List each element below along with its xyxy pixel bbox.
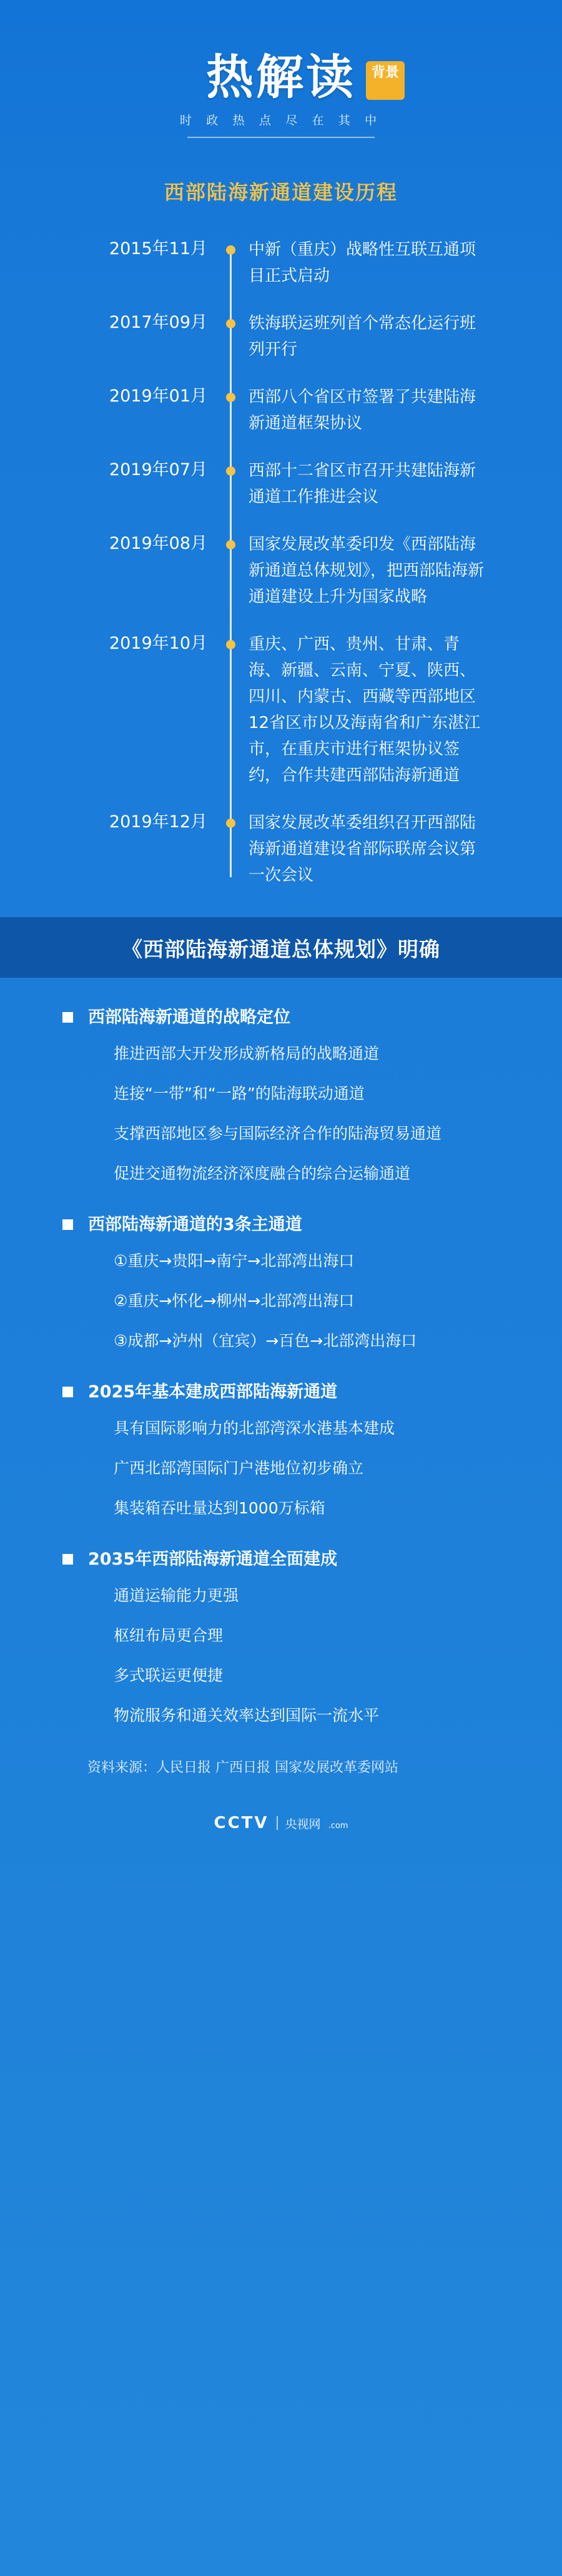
timeline-dot-icon xyxy=(226,540,235,549)
timeline-date: 2015年11月 xyxy=(109,239,207,258)
content-blocks xyxy=(62,1005,500,1728)
cctv-logo xyxy=(214,1814,348,1832)
list-item: 广西北部湾国际门户港地位初步确立 xyxy=(114,1459,364,1477)
list-item: 物流服务和通关效率达到国际一流水平 xyxy=(114,1706,380,1724)
list-item: 具有国际影响力的北部湾深水港基本建成 xyxy=(114,1419,395,1437)
list-item: ②重庆→怀化→柳州→北部湾出海口 xyxy=(114,1292,355,1310)
cctv-domain-suffix: .com xyxy=(328,1821,348,1831)
list-item: 推进西部大开发形成新格局的战略通道 xyxy=(114,1045,380,1063)
timeline-dot-icon xyxy=(226,319,235,328)
cctv-chinese-name: 央视网 xyxy=(285,1817,321,1831)
list-item: 集装箱吞吐量达到1000万标箱 xyxy=(114,1499,325,1517)
timeline-date: 2019年01月 xyxy=(109,386,207,406)
timeline-dot-icon xyxy=(226,245,235,255)
square-bullet-icon xyxy=(62,1219,73,1230)
timeline-date: 2019年07月 xyxy=(109,460,207,479)
content-block xyxy=(62,1380,500,1521)
content-block-items xyxy=(62,1041,500,1186)
content-block xyxy=(62,1547,500,1728)
timeline-dot-icon xyxy=(226,466,235,476)
timeline-text: 西部八个省区市签署了共建陆海新通道框架协议 xyxy=(249,388,476,433)
timeline-row xyxy=(62,310,500,363)
timeline-row xyxy=(62,237,500,289)
timeline-text: 国家发展改革委组织召开西部陆海新通道建设省部际联席会议第一次会议 xyxy=(249,814,476,885)
logo xyxy=(206,49,399,105)
logo-divider xyxy=(187,137,375,138)
timeline-dot-icon xyxy=(226,393,235,402)
content-block-heading xyxy=(62,1380,500,1405)
square-bullet-icon xyxy=(62,1554,73,1565)
timeline-dot-icon xyxy=(226,819,235,828)
masthead xyxy=(0,0,562,138)
section-title: 西部陆海新通道建设历程 xyxy=(164,180,398,204)
logo-subtitle: 时 政 热 点 尽 在 其 中 xyxy=(180,114,382,127)
source-note: 资料来源：人民日报 广西日报 国家发展改革委网站 xyxy=(87,1760,398,1776)
banner xyxy=(0,917,562,978)
timeline-dot-icon xyxy=(226,640,235,649)
logo-main-text: 热解读 xyxy=(206,49,356,105)
list-item: 促进交通物流经济深度融合的综合运输通道 xyxy=(114,1164,411,1182)
content-block-heading-text: 2025年基本建成西部陆海新通道 xyxy=(88,1382,338,1402)
content-block-heading xyxy=(62,1547,500,1572)
timeline-date: 2019年10月 xyxy=(109,634,207,653)
timeline-row xyxy=(62,531,500,610)
content-block-heading-text: 西部陆海新通道的战略定位 xyxy=(88,1008,290,1027)
content-block-heading-text: 2035年西部陆海新通道全面建成 xyxy=(88,1550,338,1569)
timeline-text: 重庆、广西、贵州、甘肃、青海、新疆、云南、宁夏、陕西、四川、内蒙古、西藏等西部地区12省区市以及海南省和广东湛江市，在重庆市进行框架协议签约，合作共建西部陆海新通道 xyxy=(249,635,481,785)
square-bullet-icon xyxy=(62,1012,73,1023)
square-bullet-icon xyxy=(62,1387,73,1397)
timeline-text: 中新（重庆）战略性互联互通项目正式启动 xyxy=(249,240,476,285)
content-block-items xyxy=(62,1249,500,1354)
content-block-heading xyxy=(62,1005,500,1030)
list-item: 多式联运更便捷 xyxy=(114,1666,224,1684)
logo-divider-icon xyxy=(277,1816,278,1830)
timeline-text: 国家发展改革委印发《西部陆海新通道总体规划》，把西部陆海新通道建设上升为国家战略 xyxy=(249,535,485,606)
timeline-date: 2019年08月 xyxy=(109,534,207,553)
timeline-date: 2019年12月 xyxy=(109,812,207,832)
content-block xyxy=(62,1212,500,1354)
timeline-row xyxy=(62,631,500,789)
timeline-text: 铁海联运班列首个常态化运行班列开行 xyxy=(249,314,476,359)
content-block-heading xyxy=(62,1212,500,1237)
footer xyxy=(0,1814,562,1854)
logo-badge: 背景 xyxy=(366,61,405,100)
timeline-date: 2017年09月 xyxy=(109,313,207,332)
timeline-row xyxy=(62,384,500,436)
list-item: 枢纽布局更合理 xyxy=(114,1626,224,1644)
content-block-items xyxy=(62,1583,500,1728)
content-block-items xyxy=(62,1416,500,1521)
timeline-text: 西部十二省区市召开共建陆海新通道工作推进会议 xyxy=(249,461,476,506)
list-item: 连接“一带”和“一路”的陆海联动通道 xyxy=(114,1084,365,1103)
content-block xyxy=(62,1005,500,1186)
timeline xyxy=(62,237,500,888)
list-item: ①重庆→贵阳→南宁→北部湾出海口 xyxy=(114,1252,355,1270)
banner-title: 《西部陆海新通道总体规划》明确 xyxy=(122,937,440,961)
content-block-heading-text: 西部陆海新通道的3条主通道 xyxy=(88,1215,302,1234)
timeline-row xyxy=(62,810,500,888)
timeline-row xyxy=(62,458,500,510)
cctv-wordmark: CCTV xyxy=(214,1814,269,1832)
list-item: 通道运输能力更强 xyxy=(114,1586,239,1605)
list-item: 支撑西部地区参与国际经济合作的陆海贸易通道 xyxy=(114,1124,442,1143)
list-item: ③成都→泸州（宜宾）→百色→北部湾出海口 xyxy=(114,1332,417,1350)
